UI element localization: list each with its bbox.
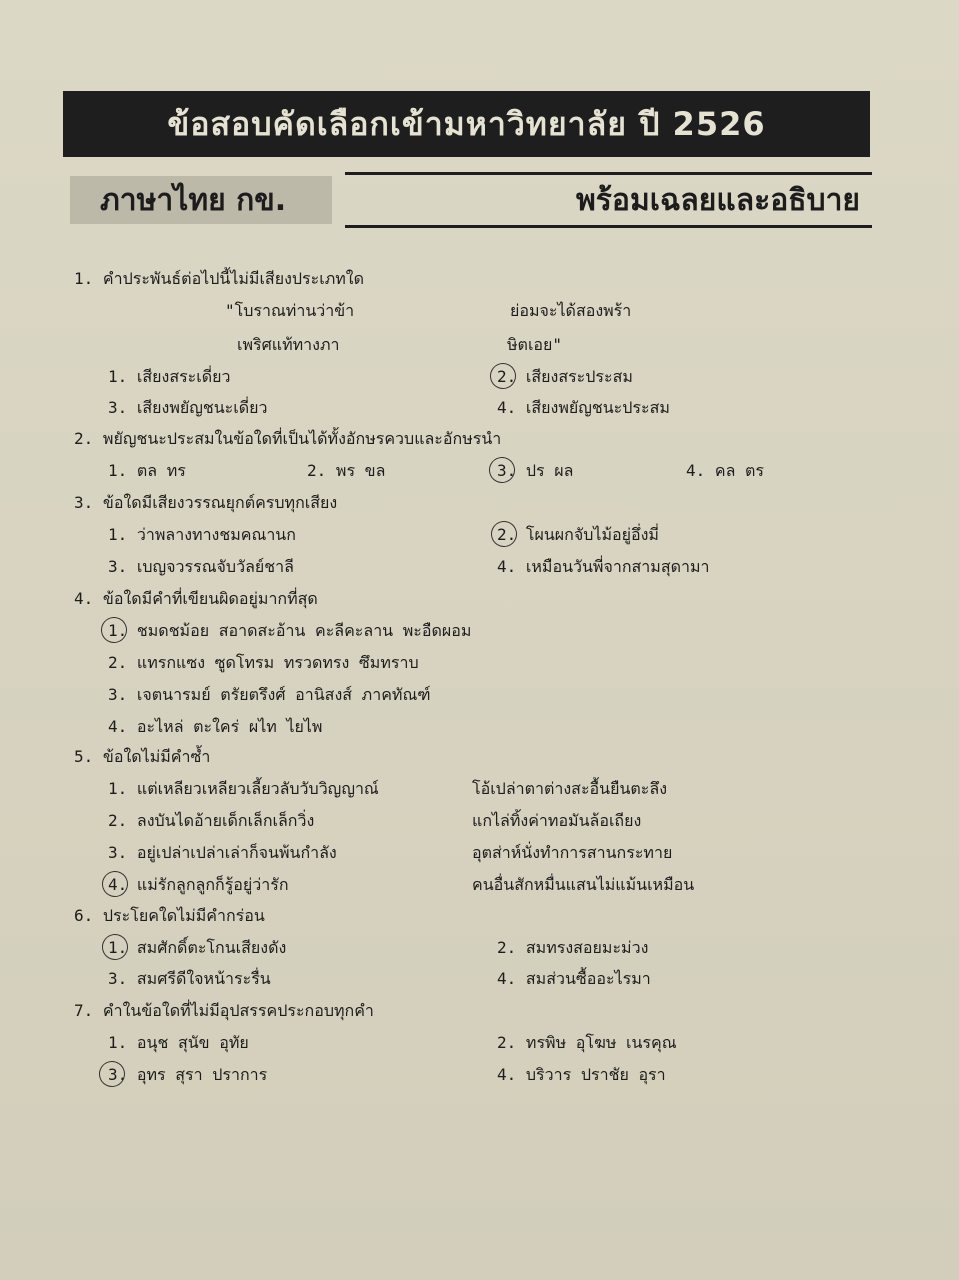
choice-continuation: โอ้เปล่าตาต่างสะอื้นยืนตะลึง	[472, 779, 667, 798]
choice: 1. อนุช สุนัข อุทัย	[108, 1033, 249, 1052]
choice: 2. พร ขล	[307, 461, 386, 480]
poem-line: ษิตเอย"	[507, 335, 563, 354]
choice: 1. ชมดชม้อย สอาดสะอ้าน คะลีคะลาน พะอืดผอม	[108, 621, 472, 640]
poem-line: "โบราณท่านว่าข้า	[225, 301, 355, 320]
choice: 3. เบญจวรรณจับวัลย์ชาลี	[108, 557, 294, 576]
choice: 2. แทรกแซง ซูดโทรม ทรวดทรง ซึมทราบ	[108, 653, 419, 672]
choice: 2. เสียงสระประสม	[497, 367, 633, 386]
poem-line: เพริศแท้ทางภา	[237, 335, 340, 354]
exam-banner: ข้อสอบคัดเลือกเข้ามหาวิทยาลัย ปี 2526	[63, 91, 870, 157]
choice-continuation: คนอื่นสักหมื่นแสนไม่แม้นเหมือน	[472, 875, 695, 894]
question-6: 6. ประโยคใดไม่มีคำกร่อน	[74, 906, 265, 925]
question-5: 5. ข้อใดไม่มีคำซ้ำ	[74, 747, 211, 766]
question-2: 2. พยัญชนะประสมในข้อใดที่เป็นได้ทั้งอักษรควบและอักษรนำ	[74, 429, 502, 448]
choice: 1. ตล ทร	[108, 461, 186, 480]
choice: 1. ว่าพลางทางชมคณานก	[108, 525, 296, 544]
choice: 3. อยู่เปล่าเปล่าเล่าก็จนพ้นกำลัง	[108, 843, 337, 862]
choice: 4. บริวาร ปราชัย อุรา	[497, 1065, 666, 1084]
choice: 2. สมทรงสอยมะม่วง	[497, 938, 649, 957]
question-4: 4. ข้อใดมีคำที่เขียนผิดอยู่มากที่สุด	[74, 589, 318, 608]
choice: 4. แม่รักลูกลูกก็รู้อยู่ว่ารัก	[108, 875, 289, 894]
choice: 1. เสียงสระเดี่ยว	[108, 367, 231, 386]
choice: 2. โผนผกจับไม้อยู่อึ่งมี่	[497, 525, 659, 544]
choice: 3. ปร ผล	[497, 461, 574, 480]
poem-line: ย่อมจะได้สองพร้า	[510, 301, 632, 320]
choice: 4. เหมือนวันพี่จากสามสุดามา	[497, 557, 710, 576]
choice-continuation: แกไล่ทิ้งค่าทอมันล้อเถียง	[472, 811, 642, 830]
choice: 2. ลงบันไดอ้ายเด็กเล็กเล็กวิ่ง	[108, 811, 315, 830]
choice: 1. แต่เหลียวเหลียวเลี้ยวลับวับวิญญาณ์	[108, 779, 379, 798]
choice: 4. คล ตร	[686, 461, 765, 480]
choice: 4. เสียงพยัญชนะประสม	[497, 398, 670, 417]
answer-title: พร้อมเฉลยและอธิบาย	[345, 172, 872, 228]
choice: 4. สมส่วนซื้ออะไรมา	[497, 969, 651, 988]
question-7: 7. คำในข้อใดที่ไม่มีอุปสรรคประกอบทุกคำ	[74, 1001, 374, 1020]
choice-continuation: อุตส่าห์นั่งทำการสานกระทาย	[472, 843, 673, 862]
choice: 2. ทรพิษ อุโฆษ เนรคุณ	[497, 1033, 677, 1052]
choice: 4. อะไหล่ ตะใคร่ ผไท ไยไพ	[108, 717, 323, 736]
choice: 3. เสียงพยัญชนะเดี่ยว	[108, 398, 268, 417]
subject-label: ภาษาไทย กข.	[70, 176, 332, 224]
choice: 3. เจตนารมย์ ตรัยตรึงศ์ อานิสงส์ ภาคทัณฑ์	[108, 685, 431, 704]
choice: 3. สมศรีดีใจหน้าระรื่น	[108, 969, 271, 988]
question-1: 1. คำประพันธ์ต่อไปนี้ไม่มีเสียงประเภทใด	[74, 269, 364, 288]
choice: 1. สมศักดิ์ตะโกนเสียงดัง	[108, 938, 287, 957]
choice: 3. อุทร สุรา ปราการ	[108, 1065, 268, 1084]
question-3: 3. ข้อใดมีเสียงวรรณยุกต์ครบทุกเสียง	[74, 493, 338, 512]
